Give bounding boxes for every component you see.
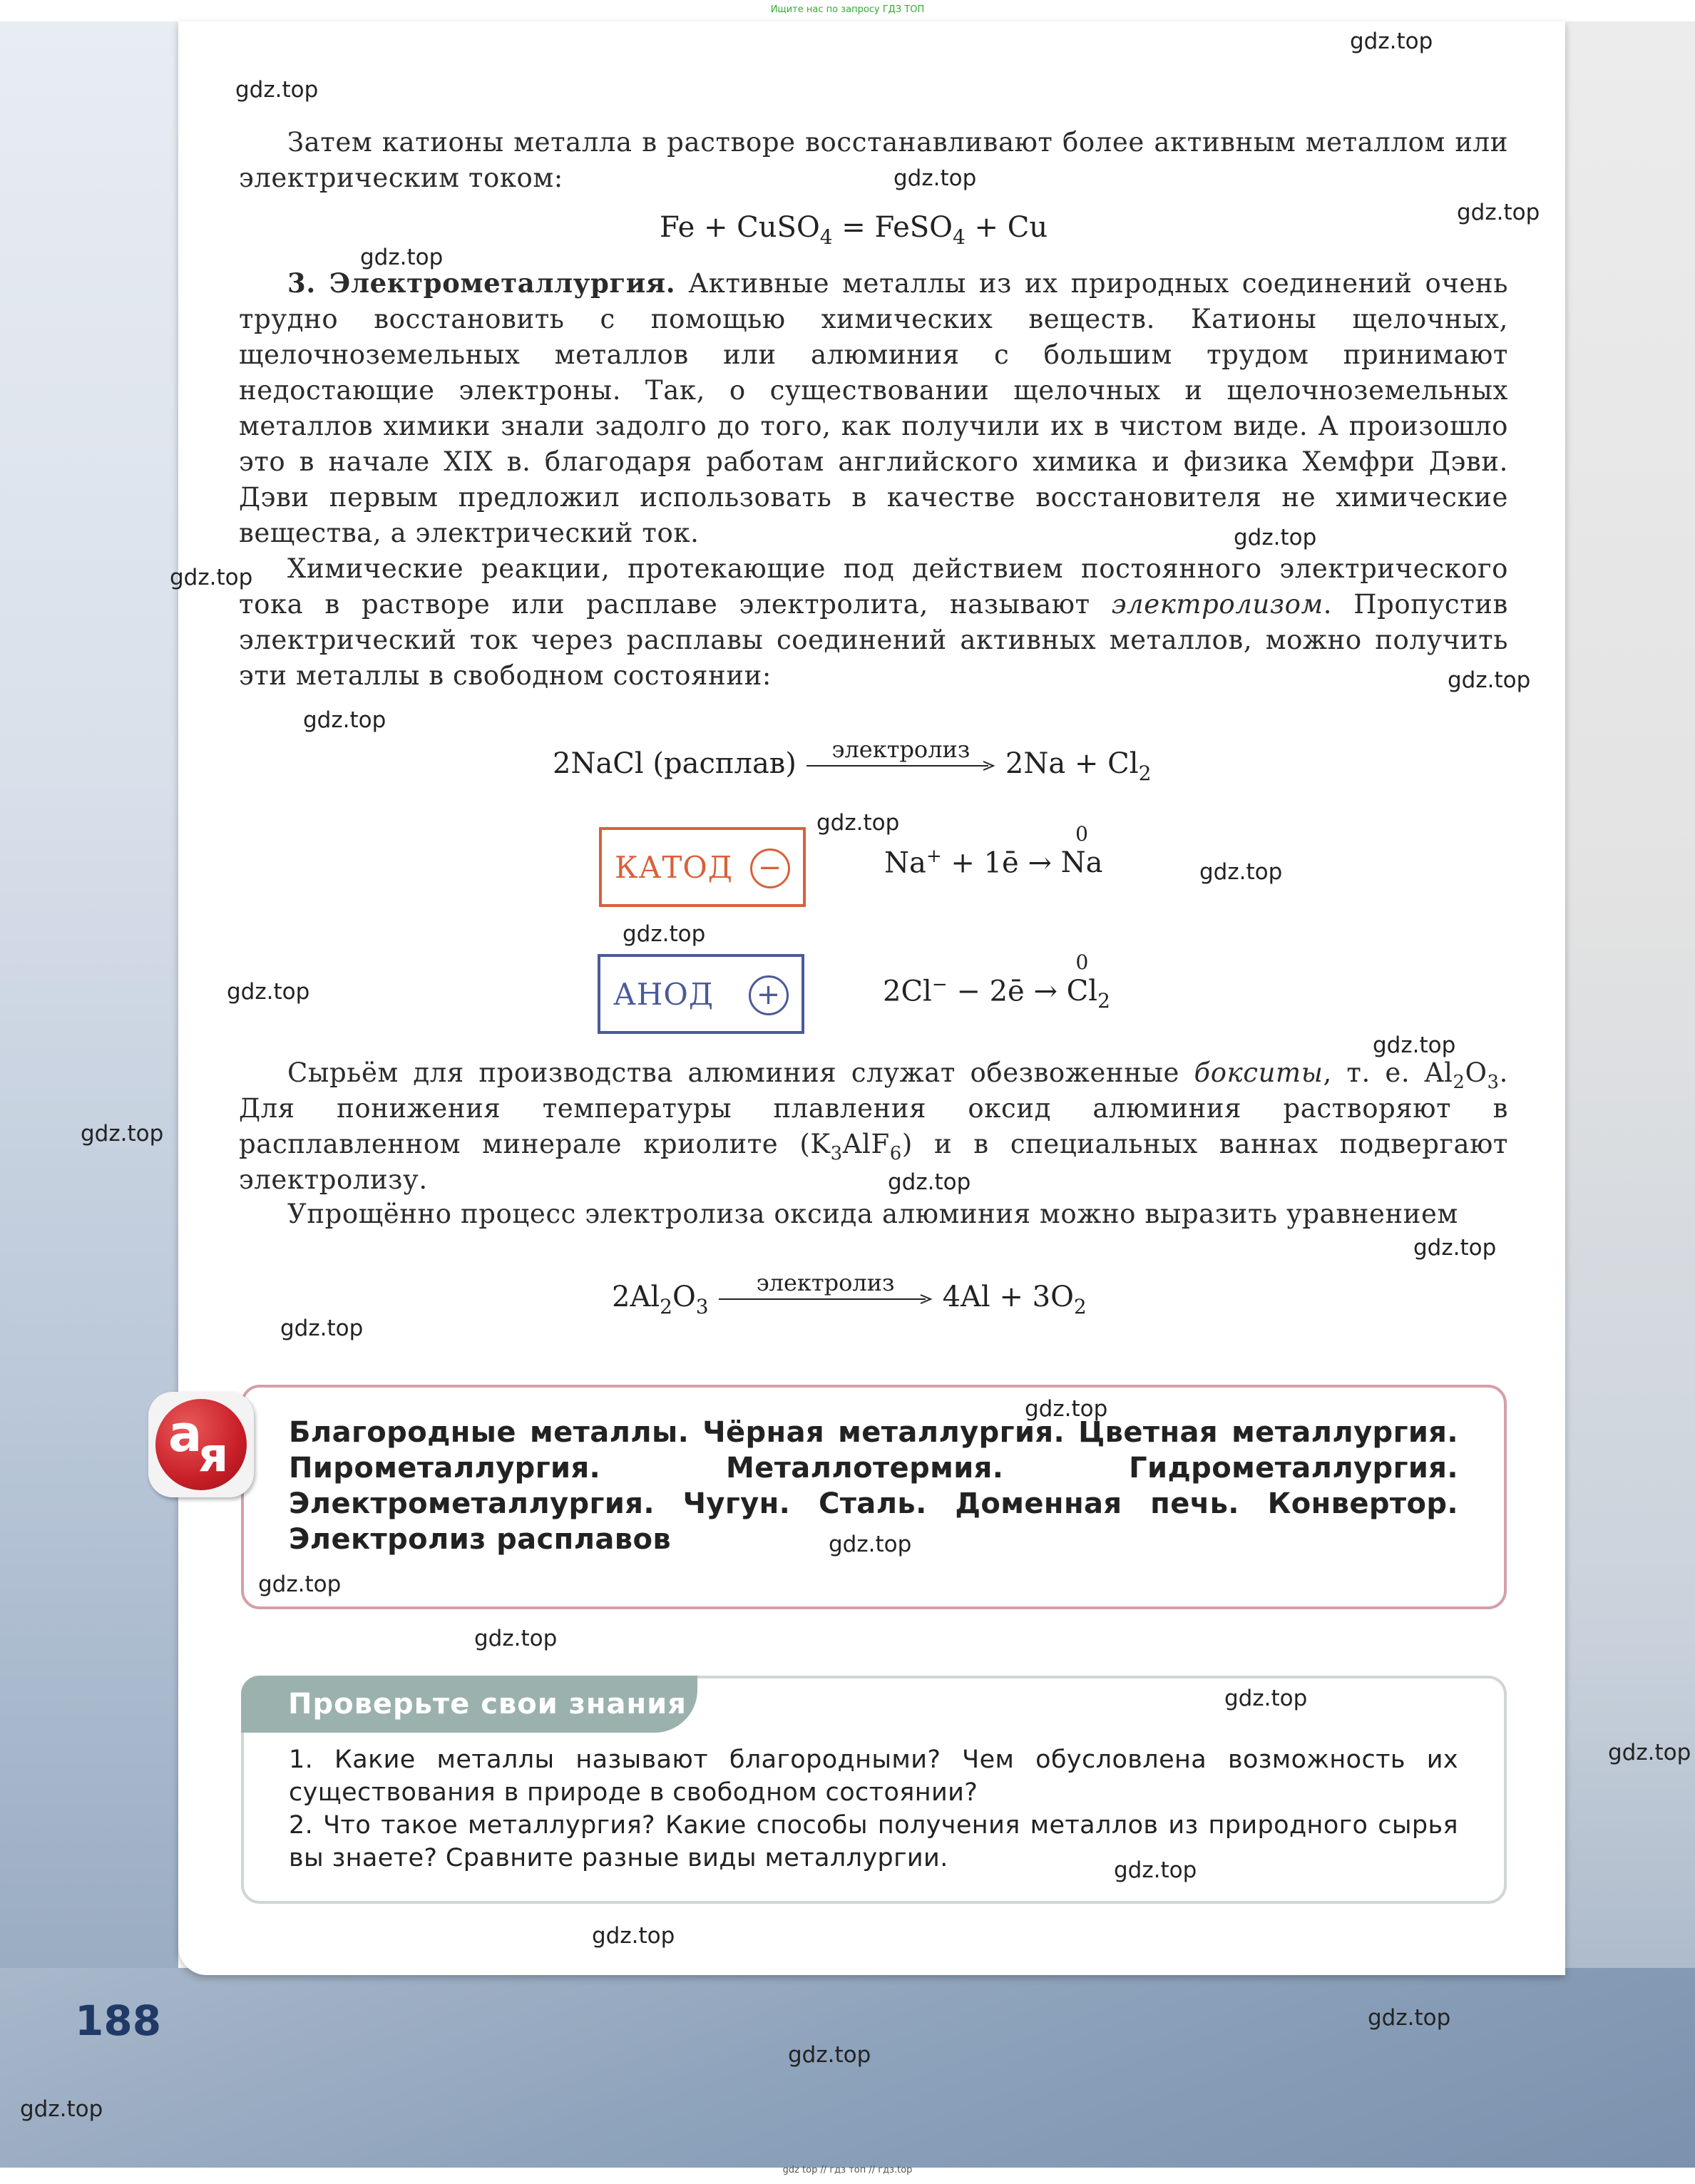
watermark: gdz.top [1448,667,1531,693]
watermark: gdz.top [227,979,310,1005]
watermark: gdz.top [623,921,706,947]
paragraph-electrometallurgy: 3. Электрометаллургия. Активные металлы из их природных соединений очень трудно восстановить с помощью химических веществ. Катионы щелочных, щелочноземельных металлов или алюминия с большим трудом принимают недостающие электроны. Так, о существовании щелочных и щелочноземельных металлов химики знали задолго до того, как получили их в чистом виде. А произошло это в начале XIX в. благодаря работам английского химика и физика Хемфри Дэви. Дэви первым предложил использовать в качестве восстановителя не химические вещества, а электрический ток. [239,267,1508,548]
bottom-banner[interactable]: gdz top // гдз топ // гдз.top [782,2165,913,2175]
scan-background-bottom [0,1968,1695,2168]
cathode-box: КАТОД − [599,827,806,907]
reaction-arrow: электролиз [719,1293,933,1305]
term-electrolysis: электролизом [1111,589,1323,620]
watermark: gdz.top [20,2096,103,2122]
question-2: 2. Что такое металлургия? Какие способы получения металлов из природного сырья вы знаете? Сравните разные виды металлургии. [289,1811,1458,1872]
watermark: gdz.top [1234,525,1317,550]
minus-icon: − [750,849,790,888]
scan-background-right [1562,21,1695,2168]
watermark: gdz.top [1457,200,1540,225]
reaction-arrow: электролиз [806,760,995,771]
paragraph-simplified: Упрощённо процесс электролиза оксида алюминия можно выразить уравнением [287,1199,1458,1229]
watermark: gdz.top [592,1923,675,1949]
scan-background-left [0,21,178,2168]
watermark: gdz.top [1413,1235,1497,1261]
watermark: gdz.top [303,707,386,733]
equation-al2o3-electrolysis: $2Al_2O_3$ электролиз $4Al + 3O_2$ [612,1269,1087,1318]
watermark: gdz.top [280,1316,364,1341]
section-heading: 3. Электрометаллургия. [287,267,676,299]
watermark: gdz.top [474,1626,558,1651]
watermark: gdz.top [235,77,319,103]
key-terms-text: Благородные металлы. Чёрная металлургия. Цветная металлургия. Пирометаллургия. Металлотермия. Гидрометаллургия. Электрометаллургия. Чугун. Сталь. Доменная печь. Конвертор. Электролиз расплавов [289,1416,1458,1556]
watermark: gdz.top [1224,1686,1308,1711]
watermark: gdz.top [788,2042,871,2068]
watermark: gdz.top [1199,859,1283,885]
watermark: gdz.top [1368,2005,1451,2031]
watermark: gdz.top [258,1572,342,1597]
watermark: gdz.top [1025,1396,1108,1422]
check-knowledge-title: Проверьте свои знания [241,1676,697,1733]
plus-icon: + [749,975,789,1015]
watermark: gdz.top [1373,1032,1456,1058]
equation-cathode: Na+ + 1ē → 0 Na [884,822,1103,880]
watermark: gdz.top [816,810,900,836]
top-banner[interactable]: Ищите нас по запросу ГДЗ ТОП [770,4,925,15]
paragraph-electrolysis: Химические реакции, протекающие под действием постоянного электрического тока в растворе или расплаве электролита, называют электролизом. Пропустив электрический ток через расплавы соединений активных металлов, можно получить эти металлы в свободном состоянии: [239,553,1508,691]
watermark: gdz.top [170,565,253,590]
anode-box: АНОД + [598,954,804,1034]
alphabet-logo-icon: а я [148,1392,254,1497]
equation-fe-cuso4: Fe + CuSO$_4$ = FeSO$_4$ + Cu [660,211,1048,249]
watermark: gdz.top [1114,1857,1197,1883]
watermark: gdz.top [1608,1740,1691,1765]
watermark: gdz.top [360,245,444,270]
question-1: 1. Какие металлы называют благородными? Чем обусловлена возможность их существования в природе в свободном состоянии? [289,1745,1458,1807]
page-number: 188 [75,1996,162,2045]
watermark: gdz.top [1350,29,1433,54]
equation-nacl-electrolysis: 2NaCl (расплав) электролиз $2Na + Cl_2$ [553,736,1152,785]
watermark: gdz.top [81,1121,164,1147]
equation-anode: 2Cl− − 2ē → 0 $Cl_2$ [883,950,1110,1013]
paragraph-reduction: Затем катионы металла в растворе восстанавливают более активным металлом или электрическим током: [239,127,1508,193]
watermark: gdz.top [893,165,977,191]
paragraph-aluminium: Сырьём для производства алюминия служат обезвоженные бокситы, т. е. $Al_2O_3$. Для понижения температуры плавления оксид алюминия растворяют в расплавленном минерале криолите $(K_3AlF_6)$ и в специальных ваннах подвергают электролизу. [239,1057,1508,1195]
term-bauxite: бокситы [1194,1057,1323,1088]
watermark: gdz.top [829,1532,912,1557]
watermark: gdz.top [888,1169,971,1195]
